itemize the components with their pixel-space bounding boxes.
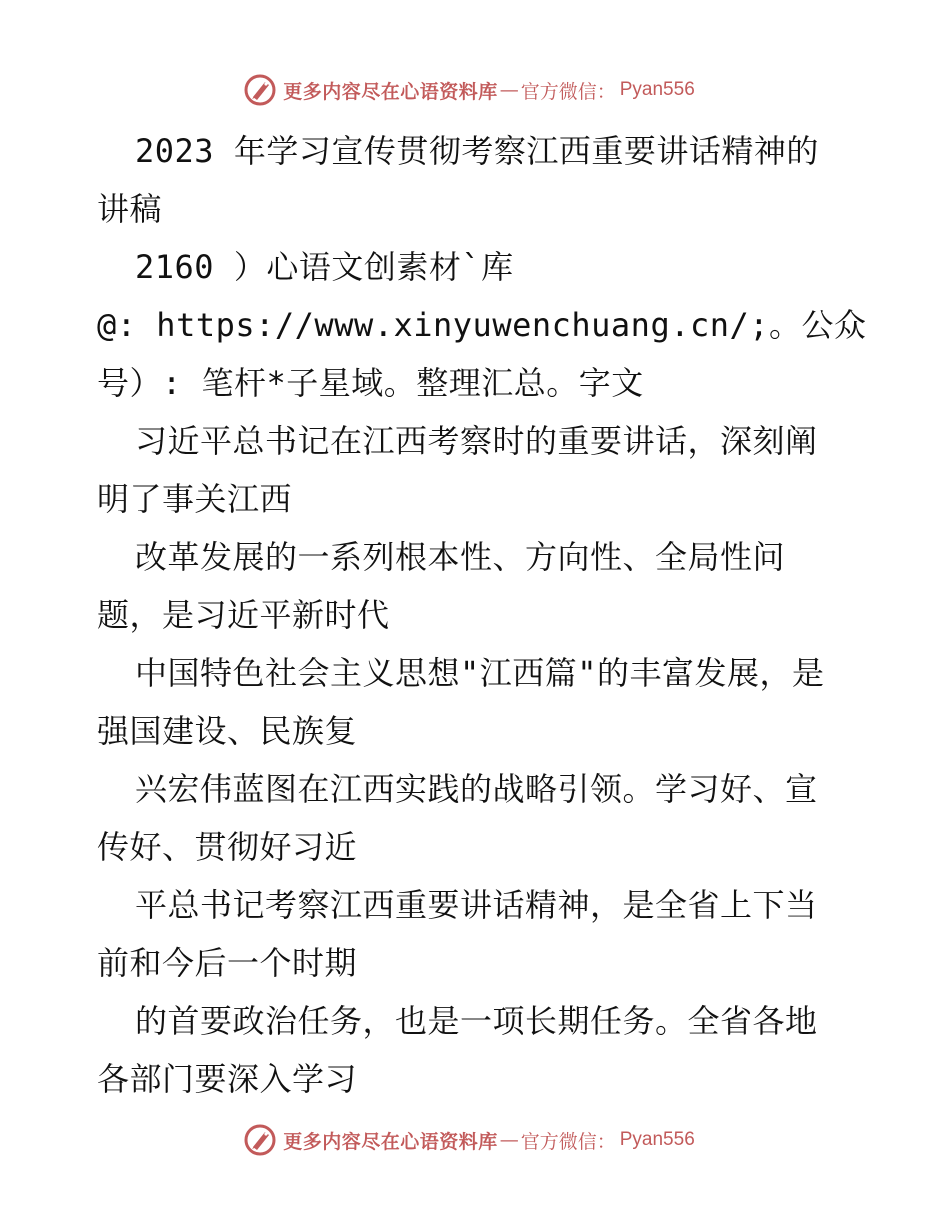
paragraph-line: 明了事关江西 [97,480,293,518]
pen-nib-logo-icon [243,1123,277,1157]
paragraph-line: 中国特色社会主义思想"江西篇"的丰富发展，是 [135,654,825,692]
paragraph-line: 习近平总书记在江西考察时的重要讲话，深刻阐 [135,422,818,460]
paragraph-line: 的首要政治任务，也是一项长期任务。全省各地 [135,1002,818,1040]
banner-separator: — [499,1129,519,1151]
footer-banner [0,1118,950,1162]
banner-wechat-label: 官方微信： [520,80,616,103]
title-line-1: 2023 年学习宣传贯彻考察江西重要讲话精神的 [135,132,819,170]
paragraph-line: 各部门要深入学习 [97,1060,358,1098]
paragraph-line: 传好、贯彻好习近 [97,828,358,866]
banner-wechat-id: Pyan556 [619,1129,695,1150]
banner-separator: — [499,79,519,101]
header-banner [0,68,950,112]
account-line: 号）: 笔杆*子星域。整理汇总。字文 [97,364,644,402]
banner-site-text: 更多内容尽在心语资料库 [283,80,498,103]
paragraph-line: 兴宏伟蓝图在江西实践的战略引领。学习好、宣 [135,770,818,808]
banner-wechat-id: Pyan556 [619,79,695,100]
source-line: 2160 ）心语文创素材`库 [135,248,514,286]
paragraph-line: 平总书记考察江西重要讲话精神，是全省上下当 [135,886,818,924]
paragraph-line: 强国建设、民族复 [97,712,358,750]
header-banner-content [243,73,695,107]
title-line-2: 讲稿 [97,190,163,228]
pen-nib-logo-icon [243,73,277,107]
banner-site-text: 更多内容尽在心语资料库 [283,1130,498,1153]
paragraph-line: 题，是习近平新时代 [97,596,390,634]
paragraph-line: 改革发展的一系列根本性、方向性、全局性问 [135,538,786,576]
document-body [97,122,867,1108]
paragraph-line: 前和今后一个时期 [97,944,358,982]
banner-wechat-label: 官方微信： [520,1130,616,1153]
url-line: @: https://www.xinyuwenchuang.cn/;。公众 [97,306,867,344]
footer-banner-content [243,1123,695,1157]
